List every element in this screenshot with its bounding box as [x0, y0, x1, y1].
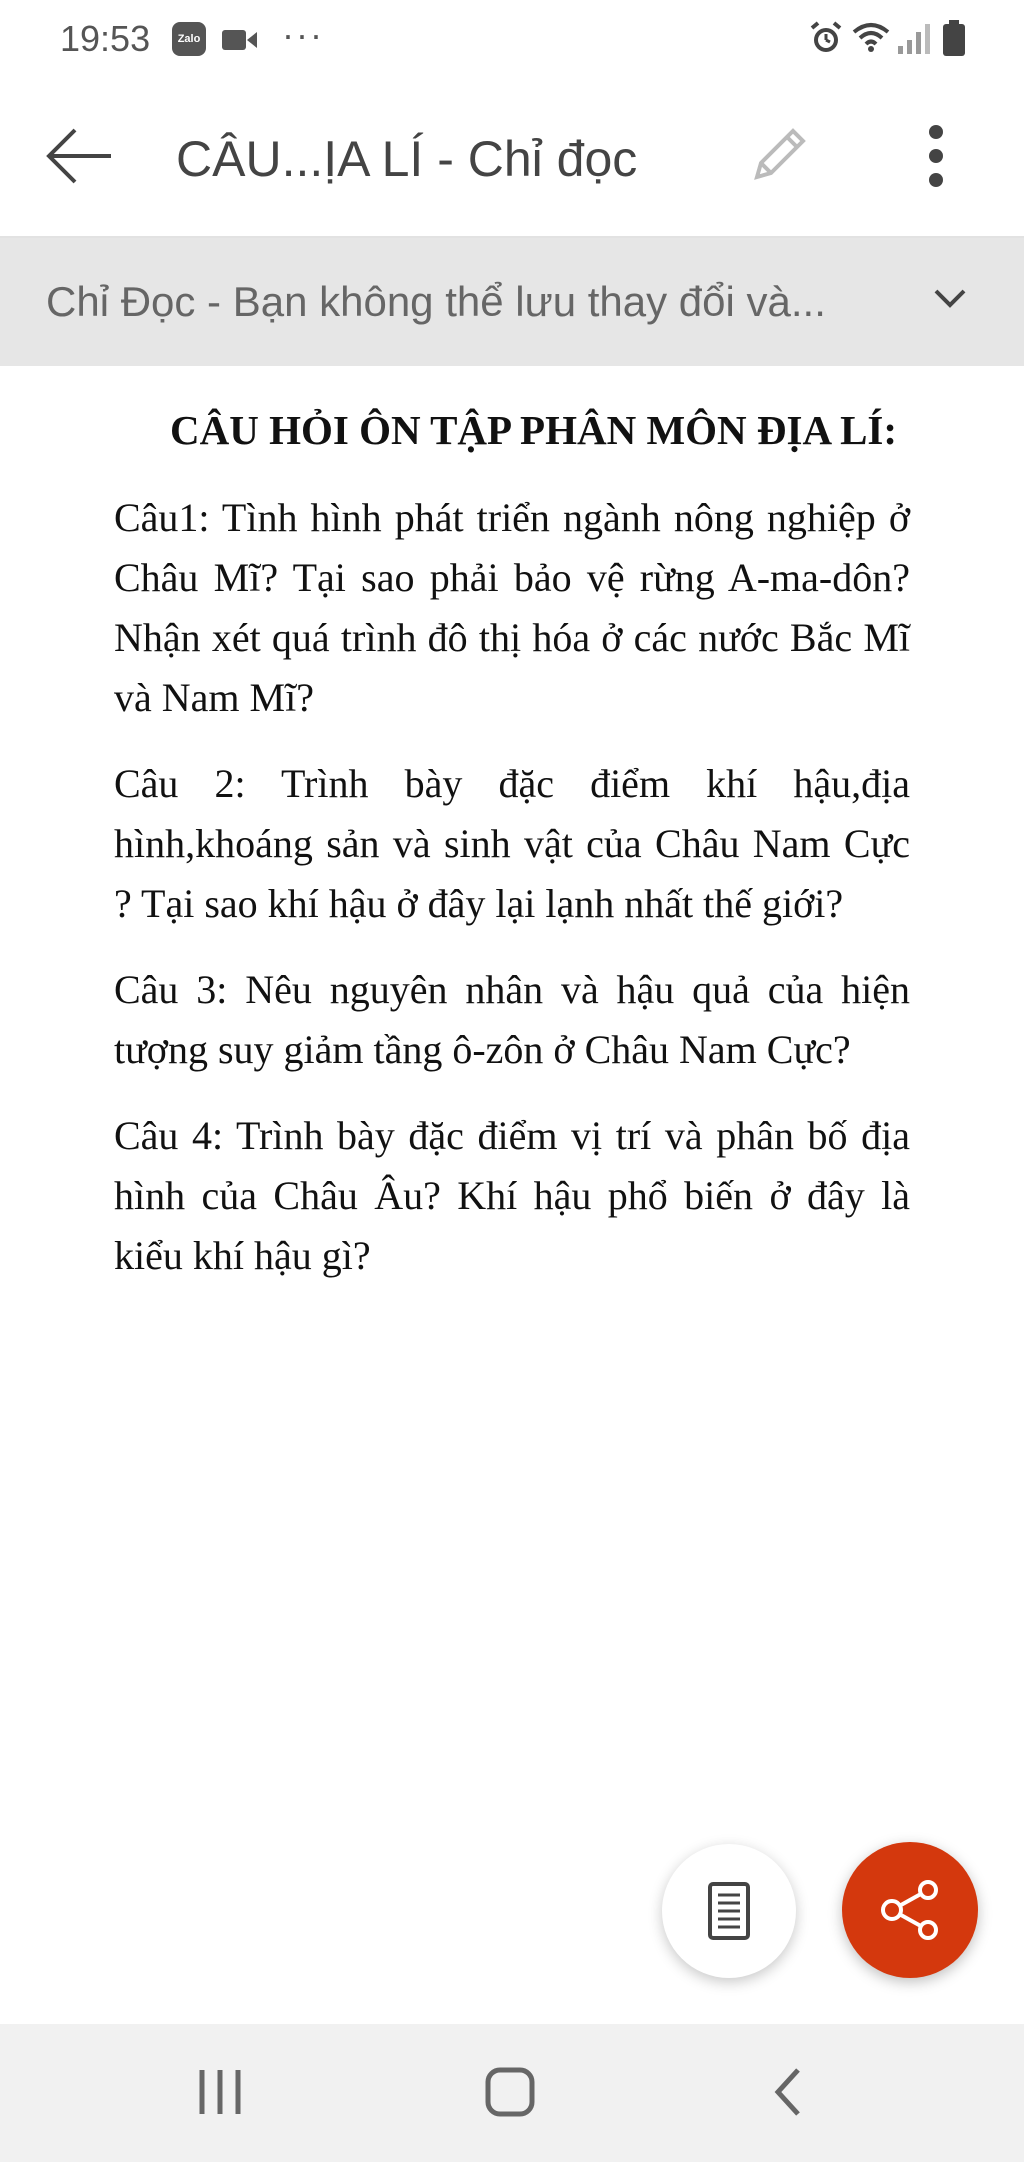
- pencil-icon: [743, 121, 813, 191]
- page-view-icon: [707, 1881, 751, 1941]
- share-button[interactable]: [842, 1842, 978, 1978]
- edit-button[interactable]: [738, 116, 818, 196]
- video-camera-icon: [222, 28, 258, 57]
- readonly-banner[interactable]: [0, 238, 1024, 366]
- readonly-banner-text: Chỉ Đọc - Bạn không thể lưu thay đổi và...: [46, 278, 826, 325]
- status-bar: [0, 0, 1024, 76]
- question-paragraph: Câu 3: Nêu nguyên nhân và hậu quả của hiện tượng suy giảm tầng ô-zôn ở Châu Nam Cực?: [114, 967, 910, 1072]
- status-time: 19:53: [60, 18, 151, 59]
- question-paragraph: Câu 4: Trình bày đặc điểm vị trí và phân bố địa hình của Châu Âu? Khí hậu phổ biến ở đây là kiểu khí hậu gì?: [114, 1113, 910, 1278]
- nav-back-icon: [768, 2062, 808, 2122]
- document-body[interactable]: [114, 400, 910, 1312]
- alarm-icon: [808, 20, 844, 61]
- share-icon: [878, 1880, 942, 1940]
- more-notifications-icon: ···: [282, 14, 324, 55]
- zalo-icon: Zalo: [172, 22, 206, 56]
- home-button[interactable]: [478, 2060, 542, 2129]
- signal-icon: [896, 22, 932, 59]
- home-icon: [478, 2060, 542, 2124]
- back-arrow-icon: [45, 126, 115, 186]
- document-title: CÂU...ỊA LÍ - Chỉ đọc: [176, 131, 638, 187]
- battery-icon: [942, 20, 966, 61]
- document-heading: CÂU HỎI ÔN TẬP PHÂN MÔN ĐỊA LÍ:: [170, 407, 898, 453]
- banner-expand-button[interactable]: [920, 268, 980, 328]
- back-button[interactable]: [40, 116, 120, 196]
- question-paragraph: Câu1: Tình hình phát triển ngành nông nghiệp ở Châu Mĩ? Tại sao phải bảo vệ rừng A-ma-dôn? Nhận xét quá trình đô thị hóa ở các nước Bắc Mĩ và Nam Mĩ?: [114, 495, 910, 720]
- question-paragraph: Câu 2: Trình bày đặc điểm khí hậu,địa hình,khoáng sản và sinh vật của Châu Nam Cực ? Tại sao khí hậu ở đây lại lạnh nhất thế giới?: [114, 761, 910, 926]
- more-options-button[interactable]: [906, 116, 966, 196]
- chevron-down-icon: [932, 287, 968, 309]
- recents-icon: [190, 2062, 250, 2122]
- mobile-view-button[interactable]: [662, 1844, 796, 1978]
- more-vert-icon: [926, 124, 946, 188]
- wifi-icon: [852, 20, 890, 59]
- app-bar: [0, 76, 1024, 238]
- recents-button[interactable]: [190, 2062, 250, 2127]
- system-nav-bar: [0, 2024, 1024, 2162]
- nav-back-button[interactable]: [768, 2062, 808, 2127]
